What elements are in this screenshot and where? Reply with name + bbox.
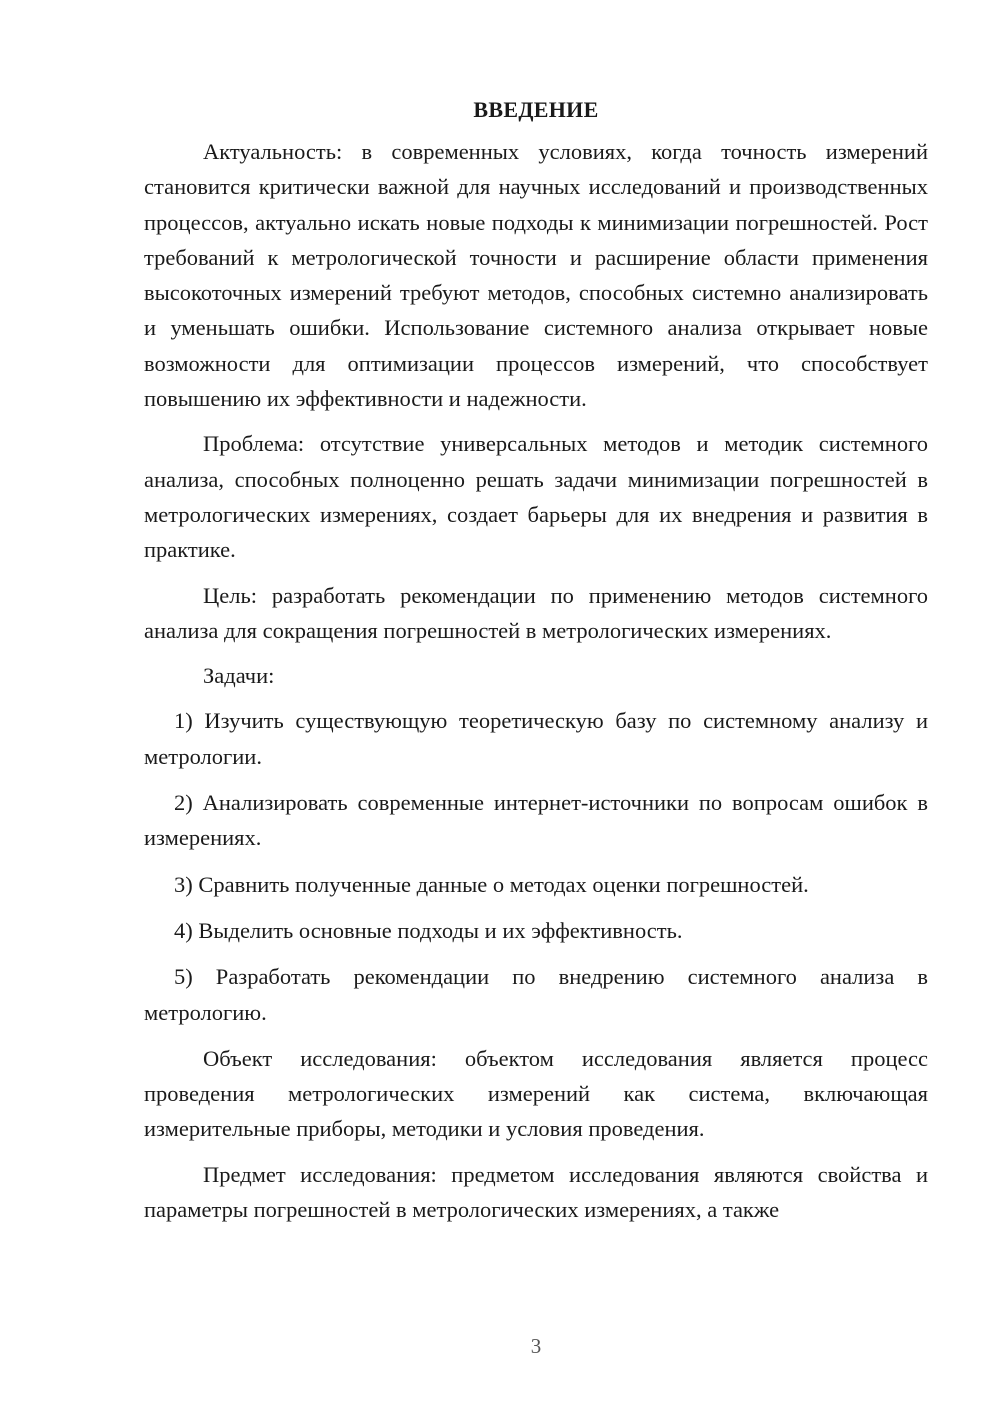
- task-item-5: 5) Разработать рекомендации по внедрению системного анализа в метрологию.: [144, 964, 928, 1025]
- paragraph-problem: Проблема: отсутствие универсальных методов и методик системного анализа, способных полноценно решать задачи минимизации погрешностей в метрологических измерениях, создает барьеры для их внедрения и развития в практике.: [144, 431, 928, 563]
- paragraph-goal: Цель: разработать рекомендации по применению методов системного анализа для сокращения погрешностей в метрологических измерениях.: [144, 582, 928, 643]
- document-page: [144, 96, 928, 1237]
- tasks-label: Задачи:: [203, 663, 275, 689]
- paragraph-subject: Предмет исследования: предметом исследования являются свойства и параметры погрешностей в метрологических измерениях, а также: [144, 1161, 928, 1223]
- section-heading: ВВЕДЕНИЕ: [473, 97, 599, 122]
- paragraph-object: Объект исследования: объектом исследования является процесс проведения метрологических измерений как система, включающая измерительные приборы, методики и условия проведения.: [144, 1045, 928, 1142]
- task-item-2: 2) Анализировать современные интернет-источники по вопросам ошибок в измерениях.: [144, 790, 928, 851]
- task-item-1: 1) Изучить существующую теоретическую базу по системному анализу и метрологии.: [144, 708, 928, 769]
- paragraph-relevance: Актуальность: в современных условиях, когда точность измерений становится критически важной для научных исследований и производственных процессов, актуально искать новые подходы к минимизации погрешностей. Рост требований к метрологической точности и расширение области применения высокоточных измерений требуют методов, способных системно анализировать и уменьшать ошибки. Использование системного анализа открывает новые возможности для оптимизации процессов измерений, что способствует повышению их эффективности и надежности.: [144, 139, 928, 412]
- task-item-3: 3) Сравнить полученные данные о методах оценки погрешностей.: [174, 871, 809, 897]
- page-number: 3: [530, 1334, 542, 1358]
- task-item-4: 4) Выделить основные подходы и их эффективность.: [174, 917, 683, 943]
